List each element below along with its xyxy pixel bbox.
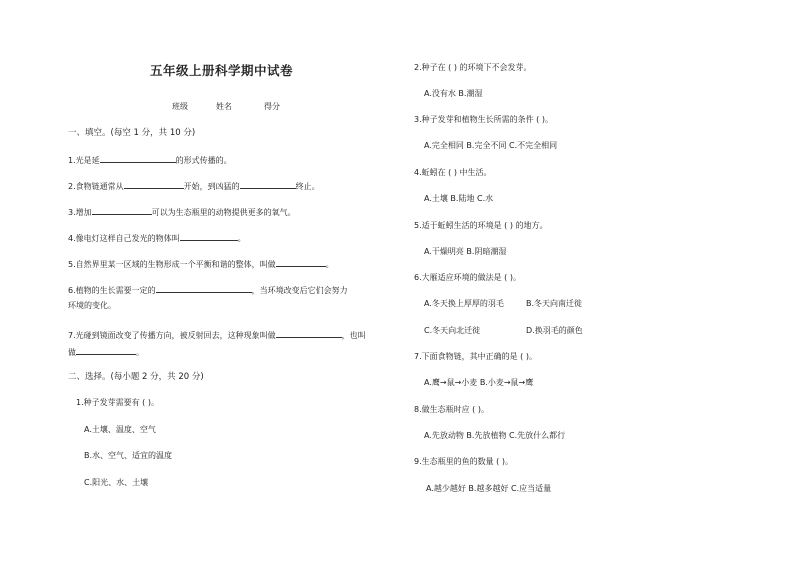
answer-blank[interactable] — [276, 258, 326, 267]
fill-question-7-cont: 做 。 — [68, 348, 144, 357]
choice-question-9: 9.生态瓶里的鱼的数量 ( )。 — [414, 457, 513, 466]
answer-blank[interactable] — [92, 206, 152, 215]
fill-question-6: 6.植物的生长需要一定的 ，当环境改变后它们会努力 — [68, 286, 348, 295]
answer-blank[interactable] — [124, 180, 184, 189]
score-label: 得分 — [264, 102, 280, 111]
choice-options-3[interactable]: A.完全相同 B.完全不同 C.不完全相同 — [424, 141, 558, 150]
name-label: 姓名 — [216, 102, 232, 111]
section2-heading: 二、选择。(每小题 2 分，共 20 分) — [68, 372, 204, 382]
choice-question-1: 1.种子发芽需要有 ( )。 — [76, 398, 159, 407]
answer-blank[interactable] — [100, 154, 176, 163]
choice-question-6: 6.大雁适应环境的做法是 ( )。 — [414, 273, 521, 282]
choice-question-3: 3.种子发芽和植物生长所需的条件 ( )。 — [414, 115, 553, 124]
answer-blank[interactable] — [180, 232, 238, 241]
choice-question-7: 7.下面食物链，其中正确的是 ( )。 — [414, 352, 537, 361]
choice-question-2: 2.种子在 ( ) 的环境下不会发芽。 — [414, 63, 532, 72]
choice-question-4: 4.蚯蚓在 ( ) 中生活。 — [414, 168, 492, 177]
choice-option-a[interactable]: A.土壤、温度、空气 — [84, 425, 156, 434]
class-label: 班级 — [172, 102, 188, 111]
answer-blank[interactable] — [276, 329, 342, 338]
choice-options-7[interactable]: A.鹰→鼠→小麦 B.小麦→鼠→鹰 — [424, 378, 534, 387]
choice-option-6a[interactable]: A.冬天换上厚厚的羽毛 — [424, 299, 504, 308]
choice-options-4[interactable]: A.土壤 B.陆地 C.水 — [424, 194, 494, 203]
choice-option-c[interactable]: C.阳光、水、土壤 — [84, 478, 149, 487]
choice-options-5[interactable]: A.干燥明亮 B.阴暗潮湿 — [424, 247, 507, 256]
fill-question-3: 3.增加 可以为生态瓶里的动物提供更多的氧气。 — [68, 208, 296, 217]
answer-blank[interactable] — [240, 180, 296, 189]
fill-question-2: 2.食物链通常从 开始，到凶猛的 终止。 — [68, 182, 320, 191]
choice-question-8: 8.做生态瓶时应 ( )。 — [414, 405, 489, 414]
page-title: 五年级上册科学期中试卷 — [150, 63, 294, 78]
fill-question-4: 4.像电灯这样自己发光的物体叫 。 — [68, 234, 246, 243]
section1-heading: 一、填空。(每空 1 分，共 10 分) — [68, 128, 196, 138]
answer-blank[interactable] — [156, 284, 252, 293]
choice-option-6c[interactable]: C.冬天向北迁徙 — [424, 326, 481, 335]
answer-blank[interactable] — [76, 346, 136, 355]
choice-option-b[interactable]: B.水、空气、适宜的温度 — [84, 451, 173, 460]
fill-question-1: 1.光是延 的形式传播的。 — [68, 156, 232, 165]
fill-question-6-cont: 环境的变化。 — [68, 301, 116, 310]
choice-options-8[interactable]: A.先放动物 B.先放植物 C.先放什么都行 — [424, 431, 566, 440]
fill-question-5: 5.自然界里某一区域的生物形成一个平衡和谐的整体，叫做 。 — [68, 260, 334, 269]
choice-options-9[interactable]: A.越少越好 B.越多越好 C.应当适量 — [426, 484, 552, 493]
choice-option-6d[interactable]: D.换羽毛的颜色 — [526, 326, 583, 335]
choice-options-2[interactable]: A.没有水 B.潮湿 — [424, 89, 483, 98]
choice-option-6b[interactable]: B.冬天向南迁徙 — [526, 299, 583, 308]
choice-question-5: 5.适于蚯蚓生活的环境是 ( ) 的地方。 — [414, 221, 548, 230]
fill-question-7: 7.光碰到镜面改变了传播方向，被反射回去，这种现象叫做 ，也叫 — [68, 331, 366, 340]
